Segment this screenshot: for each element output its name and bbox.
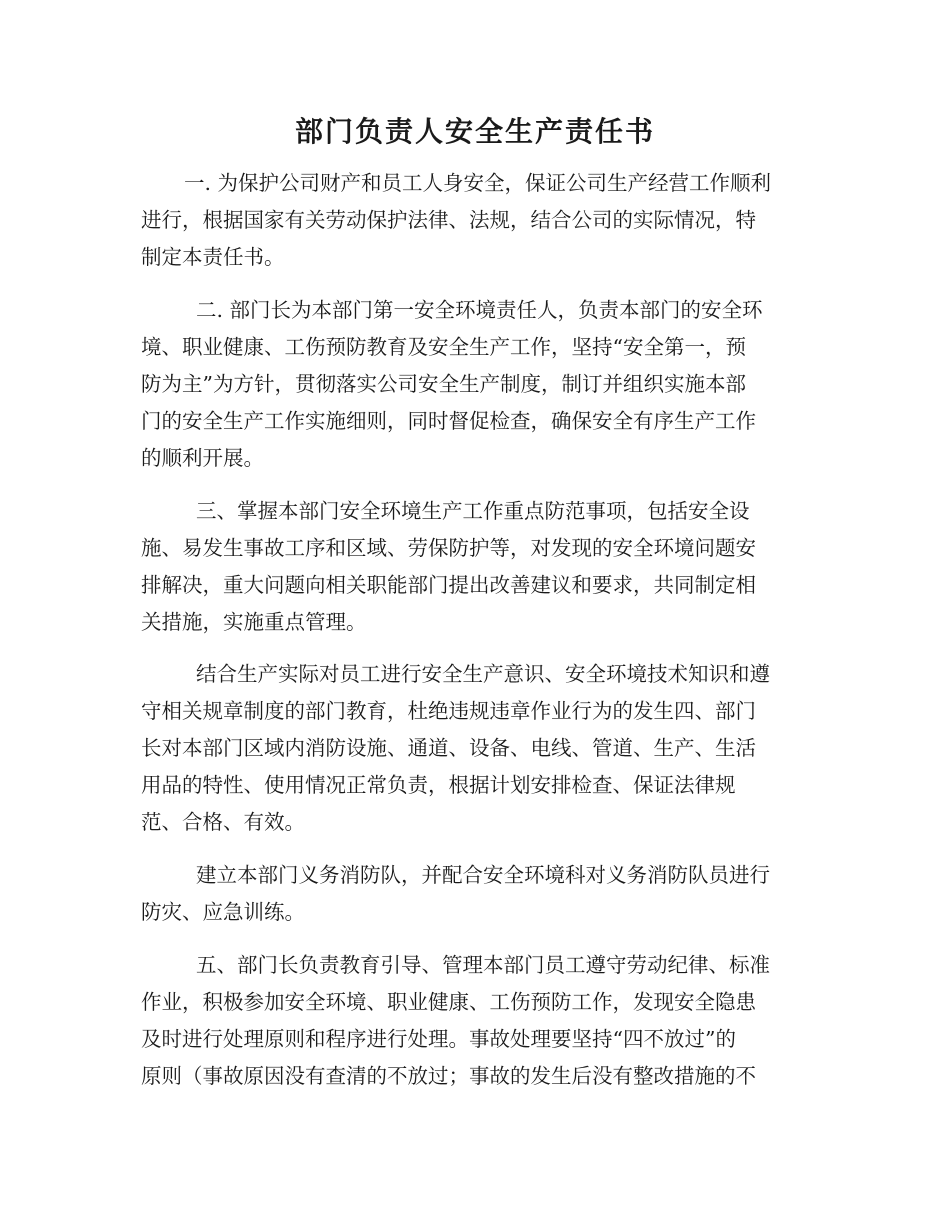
paragraph-line: 建立本部门义务消防队，并配合安全环境科对义务消防队员进行: [196, 863, 770, 887]
paragraph-line: 及时进行处理原则和程序进行处理。事故处理要坚持“四不放过”的: [141, 1027, 736, 1051]
paragraph-line: 用品的特性、使用情况正常负责，根据计划安排检查、保证法律规: [141, 773, 736, 797]
paragraph-line: 制定本责任书。: [141, 245, 285, 269]
paragraph-line: 的顺利开展。: [141, 446, 264, 470]
paragraph-line: 二. 部门长为本部门第一安全环境责任人，负责本部门的安全环: [196, 298, 763, 322]
paragraph-line: 范、合格、有效。: [141, 810, 305, 834]
paragraph-line: 境、职业健康、工伤预防教育及安全生产工作，坚持“安全第一，预: [141, 335, 746, 359]
paragraph-line: 施、易发生事故工序和区域、劳保防护等，对发现的安全环境问题安: [141, 536, 756, 560]
paragraph-line: 进行，根据国家有关劳动保护法律、法规，结合公司的实际情况，特: [141, 208, 756, 232]
paragraph-line: 五、部门长负责教育引导、管理本部门员工遵守劳动纪律、标准: [196, 953, 770, 977]
paragraph-line: 三、掌握本部门安全环境生产工作重点防范事项，包括安全设: [196, 499, 750, 523]
paragraph-line: 结合生产实际对员工进行安全生产意识、安全环境技术知识和遵: [196, 662, 770, 686]
paragraph-line: 作业，积极参加安全环境、职业健康、工伤预防工作，发现安全隐患: [141, 990, 756, 1014]
paragraph-line: 防为主”为方针，贯彻落实公司安全生产制度，制订并组织实施本部: [141, 372, 746, 396]
paragraph-line: 一. 为保护公司财产和员工人身安全，保证公司生产经营工作顺利: [184, 171, 772, 195]
paragraph-line: 门的安全生产工作实施细则，同时督促检查，确保安全有序生产工作: [141, 409, 756, 433]
paragraph-line: 排解决，重大问题向相关职能部门提出改善建议和要求，共同制定相: [141, 573, 756, 597]
paragraph-line: 关措施，实施重点管理。: [141, 610, 367, 634]
document-title: 部门负责人安全生产责任书: [294, 115, 655, 148]
paragraph-line: 防灾、应急训练。: [141, 900, 305, 924]
paragraph-line: 长对本部门区域内消防设施、通道、设备、电线、管道、生产、生活: [141, 736, 756, 760]
paragraph-line: 原则（事故原因没有查清的不放过；事故的发生后没有整改措施的不: [141, 1064, 756, 1088]
paragraph-line: 守相关规章制度的部门教育，杜绝违规违章作业行为的发生四、部门: [141, 699, 756, 723]
